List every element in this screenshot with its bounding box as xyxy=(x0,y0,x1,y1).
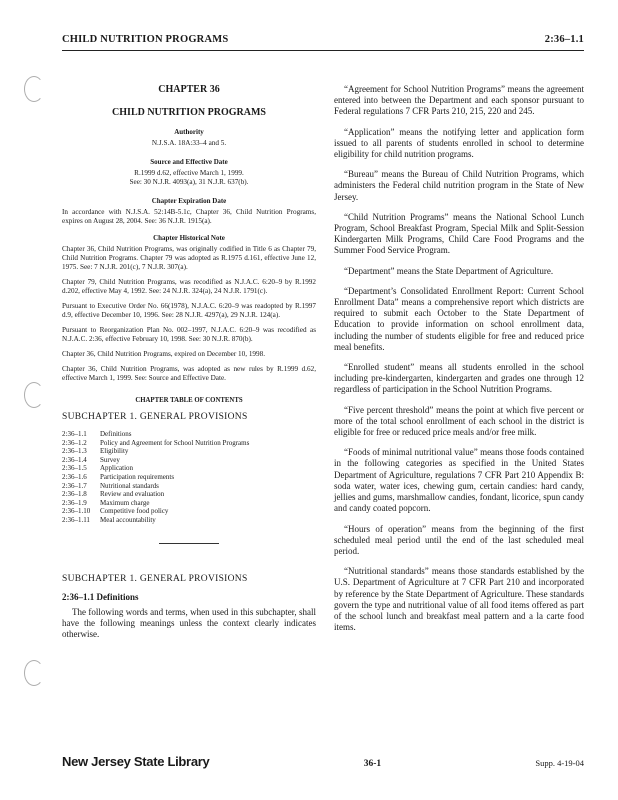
definition-paragraph: “Enrolled student” means all students enrolled in the school including pre-kindergarten, kindergarten and grades one through 12 regardless of participation in the School Nutrition Programs. xyxy=(334,362,584,395)
definition-paragraph: “Child Nutrition Programs” means the National School Lunch Program, School Breakfast Program, Special Milk and Split-Session Kindergarten Milk Programs, Child Care Food Programs and the Summer Food Service Program. xyxy=(334,211,584,256)
toc-label: Eligibility xyxy=(100,447,129,456)
toc-number: 2:36–1.11 xyxy=(62,515,90,524)
historical-note: Chapter 36, Child Nutrition Programs, was adopted as new rules by R.1999 d.62, effective March 1, 1999. See: Source and Effective Date. xyxy=(62,365,316,382)
toc-number: 2:36–1.9 xyxy=(62,498,87,507)
binder-hole-mark xyxy=(24,382,44,408)
toc-row xyxy=(62,490,249,499)
definition-paragraph: “Foods of minimal nutritional value” means those foods contained in the following categories as specified in the United States Department of Agriculture, regulations 7 CFR Part 210 Appendix B: soda water, water ices, chewing gum, certain candies: hard candy, jellies and gums, marshmallow candies, fondant, licorice, spun candy and candy coated popcorn. xyxy=(334,447,584,514)
header-title: CHILD NUTRITION PROGRAMS xyxy=(62,34,229,45)
historical-note: Pursuant to Executive Order No. 66(1978), N.J.A.C. 6:20–9 was readopted by R.1997 d.9, effective December 10, 1996. See: 28 N.J.R. 4297(a), 29 N.J.R. 124(a). xyxy=(62,302,316,319)
historical-heading: Chapter Historical Note xyxy=(153,234,225,242)
toc-row xyxy=(62,456,249,465)
toc-label: Policy and Agreement for School Nutrition Programs xyxy=(100,438,250,447)
table-of-contents xyxy=(62,430,249,525)
running-header xyxy=(62,34,584,45)
toc-label: Nutritional standards xyxy=(100,481,159,490)
subchapter-heading: SUBCHAPTER 1. GENERAL PROVISIONS xyxy=(62,573,248,584)
historical-note: Chapter 36, Child Nutrition Programs, expired on December 10, 1998. xyxy=(62,350,266,358)
toc-number: 2:36–1.2 xyxy=(62,438,87,447)
toc-number: 2:36–1.5 xyxy=(62,464,87,473)
authority-heading: Authority xyxy=(174,128,204,136)
toc-label: Maximum charge xyxy=(100,498,150,507)
definition-paragraph: “Hours of operation” means from the beginning of the first scheduled meal period until the end of the last scheduled meal period. xyxy=(334,523,584,556)
chapter-label: CHAPTER 36 xyxy=(158,84,220,95)
toc-number: 2:36–1.4 xyxy=(62,455,87,464)
authority-text: N.J.S.A. 18A:33–4 and 5. xyxy=(151,139,227,147)
definition-paragraph: “Five percent threshold” means the point at which five percent or more of the total school enrollment of each school in the district is eligible for free or reduced price meals and/or free milk. xyxy=(334,404,584,438)
historical-notes xyxy=(62,245,316,383)
binder-hole-mark xyxy=(24,660,44,686)
toc-subchapter: SUBCHAPTER 1. GENERAL PROVISIONS xyxy=(62,412,248,422)
toc-label: Competitive food policy xyxy=(100,507,169,516)
toc-number: 2:36–1.6 xyxy=(62,472,87,481)
library-stamp: New Jersey State Library xyxy=(62,754,210,769)
toc-number: 2:36–1.8 xyxy=(62,490,87,499)
page-number: 36-1 xyxy=(363,759,382,769)
definition-paragraph: “Bureau” means the Bureau of Child Nutrition Programs, which administers the Federal child nutrition program in the State of New Jersey. xyxy=(334,169,584,202)
toc-row xyxy=(62,430,249,439)
section-intro: The following words and terms, when used in this subchapter, shall have the following meanings unless the context clearly indicates otherwise. xyxy=(62,606,316,639)
page-footer xyxy=(62,754,584,769)
supplement-date: Supp. 4-19-04 xyxy=(535,758,584,768)
expiration-text: In accordance with N.J.S.A. 52:14B-5.1c, Chapter 36, Child Nutrition Programs, expires on August 28, 2004. See: 36 N.J.R. 1915(a). xyxy=(62,208,316,225)
toc-label: Survey xyxy=(100,455,120,464)
toc-row xyxy=(62,499,249,508)
toc-label: Participation requirements xyxy=(100,472,175,481)
toc-row xyxy=(62,507,249,516)
toc-number: 2:36–1.10 xyxy=(62,507,91,516)
chapter-title: CHILD NUTRITION PROGRAMS xyxy=(112,107,266,118)
definition-paragraph: “Nutritional standards” means those standards established by the U.S. Department of Agriculture at 7 CFR Part 210 and incorporated by reference by the State Department of Agriculture. These standards govern the type and nutritional value of all food items offered as part of the school lunch and breakfast meal pattern and a la carte food items. xyxy=(334,566,584,633)
definition-paragraph: “Department’s Consolidated Enrollment Report: Current School Enrollment Data” means a comprehensive report which districts are required to submit each October to the State Department of Education to provide information on school enrollment data, including the number of students eligible for free and reduced price meal benefits. xyxy=(334,285,584,352)
definition-paragraph: “Application” means the notifying letter and application form issued to all parents of students enrolled in school to determine eligibility for child nutrition programs. xyxy=(334,126,584,160)
historical-note: Chapter 36, Child Nutrition Programs, was originally codified in Title 6 as Chapter 79, Child Nutrition Programs. Chapter 79 was adopted as R.1975 d.161, effective June 12, 1975. See: 7 N.J.R. 201(c), 7 N.J.R. 307(a). xyxy=(62,245,316,271)
toc-row xyxy=(62,447,249,456)
header-section-number: 2:36–1.1 xyxy=(544,34,584,45)
source-heading: Source and Effective Date xyxy=(150,158,228,166)
toc-row xyxy=(62,516,249,525)
toc-label: Application xyxy=(100,464,134,473)
source-line: R.1999 d.62, effective March 1, 1999. xyxy=(134,169,244,177)
toc-label: Meal accountability xyxy=(100,515,156,524)
toc-row xyxy=(62,439,249,448)
expiration-heading: Chapter Expiration Date xyxy=(151,197,227,205)
historical-note: Pursuant to Reorganization Plan No. 002–1997, N.J.A.C. 6:20–9 was recodified as N.J.A.C. 2:36, effective February 10, 1998. See: 30 N.J.R. 870(b). xyxy=(62,326,316,343)
toc-number: 2:36–1.7 xyxy=(62,481,87,490)
historical-note: Chapter 79, Child Nutrition Programs, was recodified as N.J.A.C. 6:20–9 by R.1992 d.202, effective May 4, 1992. See: 24 N.J.R. 324(a), 24 N.J.R. 1791(c). xyxy=(62,278,316,295)
definition-paragraph: “Department” means the State Department of Agriculture. xyxy=(344,265,554,276)
toc-number: 2:36–1.1 xyxy=(62,430,87,438)
right-column xyxy=(334,84,584,642)
toc-label: Review and evaluation xyxy=(100,490,165,499)
header-rule xyxy=(62,50,584,51)
toc-row xyxy=(62,482,249,491)
left-column xyxy=(62,84,316,640)
definition-paragraph: “Agreement for School Nutrition Programs” means the agreement entered into between the Department and each sponsor pursuant to Federal regulations 7 CFR Parts 210, 215, 220 and 245. xyxy=(334,84,584,117)
section-divider xyxy=(159,543,219,544)
section-heading: 2:36–1.1 Definitions xyxy=(62,591,139,602)
source-line: See: 30 N.J.R. 4093(a), 31 N.J.R. 637(b). xyxy=(129,178,249,186)
binder-hole-mark xyxy=(24,76,44,102)
toc-number: 2:36–1.3 xyxy=(62,447,87,456)
toc-title: CHAPTER TABLE OF CONTENTS xyxy=(135,397,243,404)
toc-label: Definitions xyxy=(100,430,132,438)
toc-row xyxy=(62,473,249,482)
toc-row xyxy=(62,464,249,473)
